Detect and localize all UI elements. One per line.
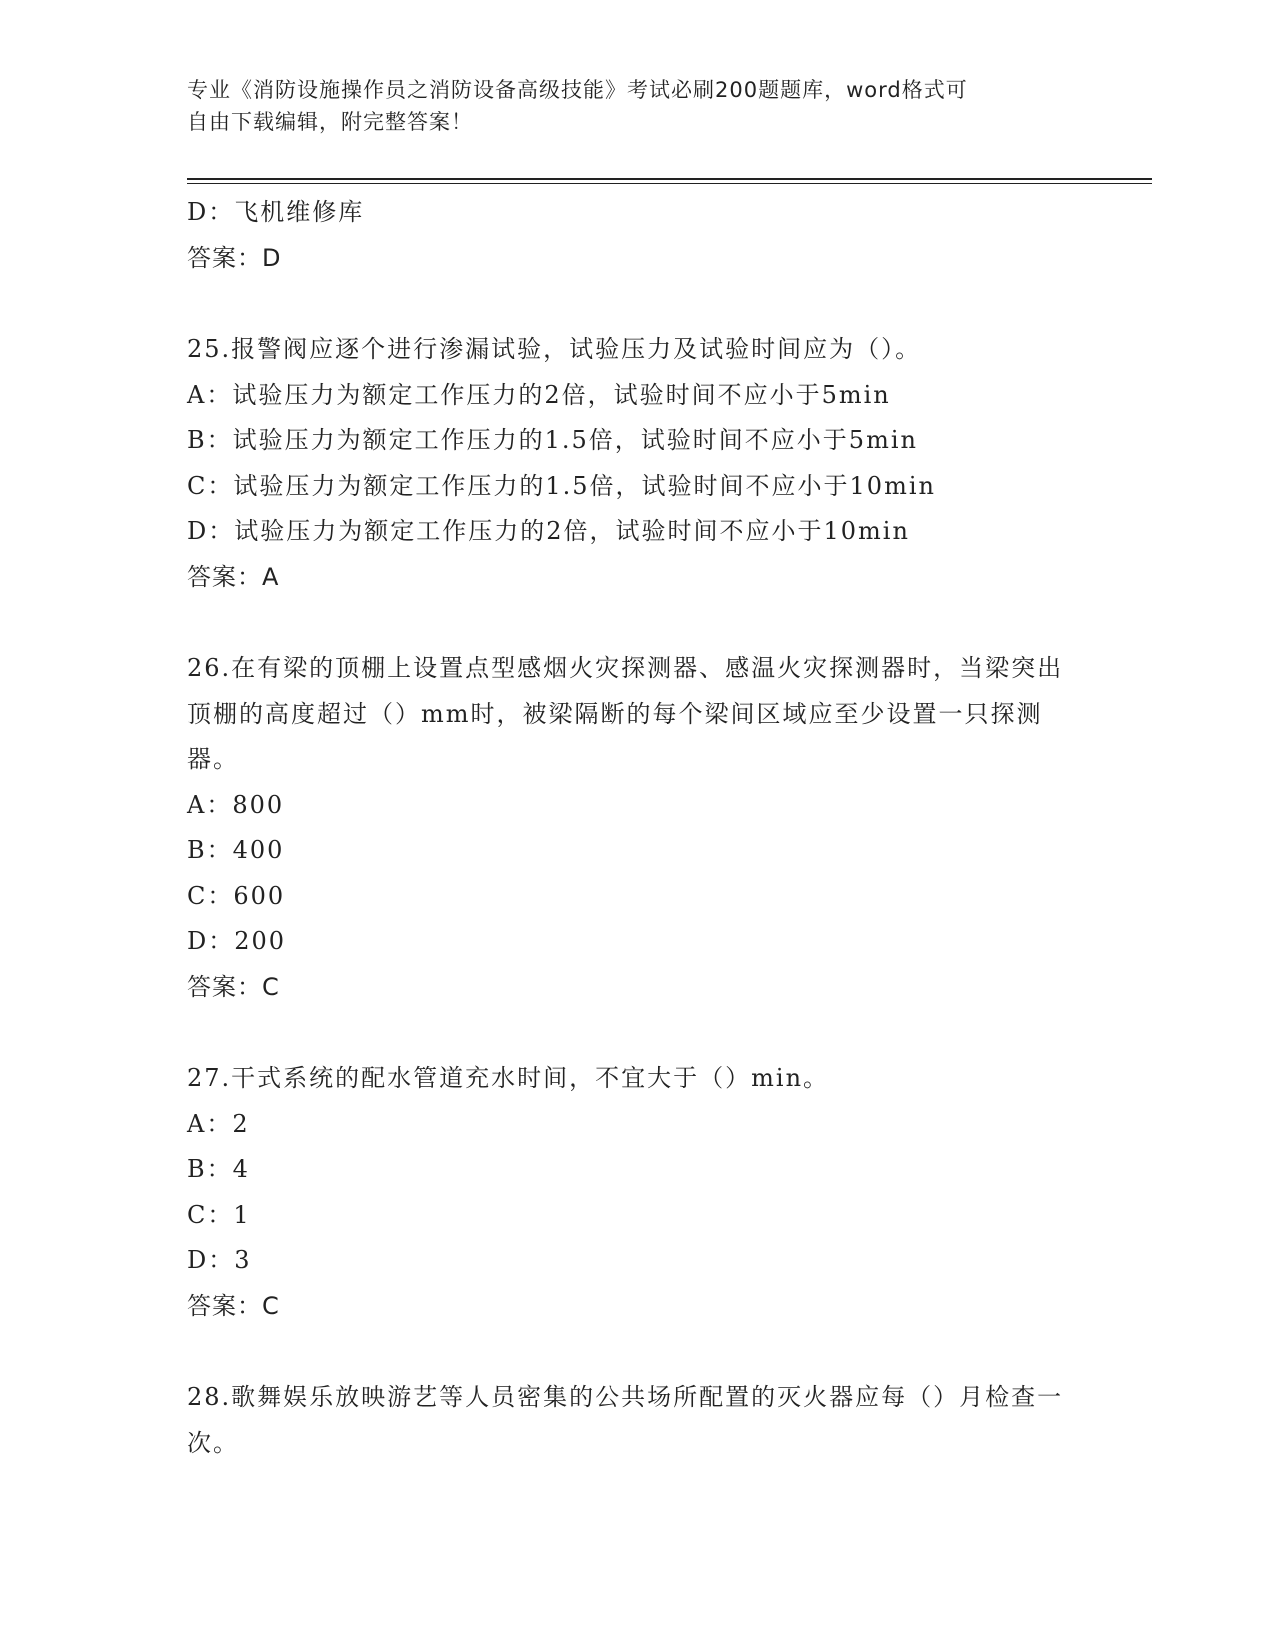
header-divider-thin [187,183,1152,184]
option-c: C：600 [187,881,286,910]
document-header [187,74,1067,138]
question-27 [187,1056,1087,1329]
question-text: 26.在有梁的顶棚上设置点型感烟火灾探测器、感温火灾探测器时，当梁突出顶棚的高度超过（）mm时，被梁隔断的每个梁间区域应至少设置一只探测器。 [187,654,1064,773]
question-25 [187,327,1087,600]
header-divider-thick [187,178,1152,180]
option-a: A：800 [187,790,285,819]
header-title-line-2: 自由下载编辑，附完整答案！ [187,110,473,134]
question-26 [187,646,1087,1010]
answer-line: 答案：C [187,1291,280,1320]
option-c: C：试验压力为额定工作压力的1.5倍，试验时间不应小于10min [187,471,936,500]
question-text: 25.报警阀应逐个进行渗漏试验，试验压力及试验时间应为（）。 [187,335,922,363]
header-title-line-1: 专业《消防设施操作员之消防设备高级技能》考试必刷200题题库，word格式可 [187,78,968,102]
option-b: B：试验压力为额定工作压力的1.5倍，试验时间不应小于5min [187,426,918,454]
answer-line: 答案：D [187,243,282,272]
option-a: A：2 [187,1109,250,1138]
option-b: B：4 [187,1155,250,1183]
question-text: 28.歌舞娱乐放映游艺等人员密集的公共场所配置的灭火器应每（）月检查一次。 [187,1383,1064,1457]
option-c: C：1 [187,1200,251,1229]
option-d: D：飞机维修库 [187,198,365,226]
option-d: D：200 [187,927,287,955]
option-d: D：3 [187,1246,252,1274]
prev-question-tail [187,190,1087,281]
option-a: A：试验压力为额定工作压力的2倍，试验时间不应小于5min [187,380,891,409]
option-b: B：400 [187,836,285,864]
answer-line: 答案：C [187,972,280,1001]
answer-line: 答案：A [187,562,280,591]
question-text: 27.干式系统的配水管道充水时间，不宜大于（）min。 [187,1064,830,1092]
question-list [187,190,1087,1466]
option-d: D：试验压力为额定工作压力的2倍，试验时间不应小于10min [187,517,910,545]
question-28 [187,1375,1087,1466]
